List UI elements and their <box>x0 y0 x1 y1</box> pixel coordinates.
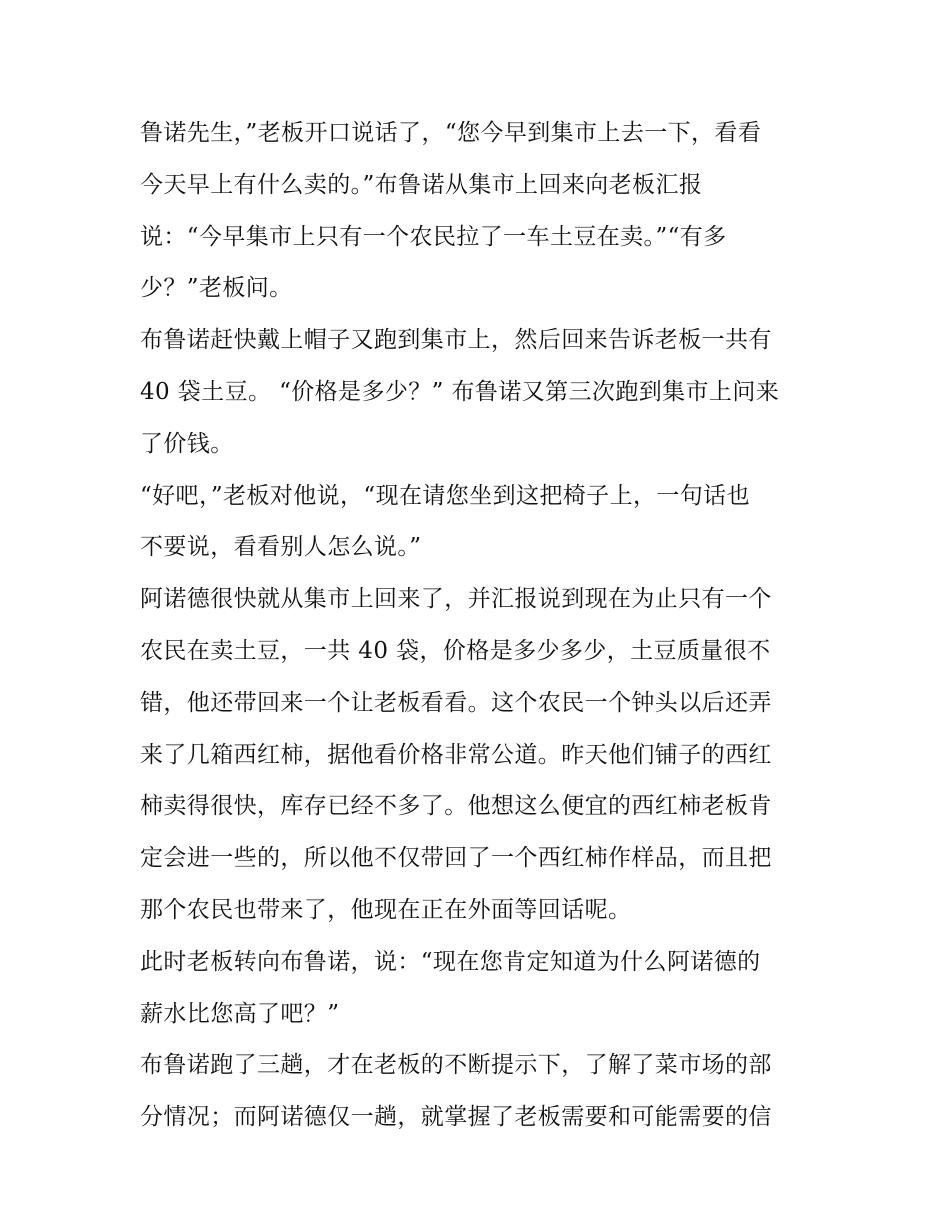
text-line: 定会进一些的，所以他不仅带回了一个西红柿作样品，而且把 <box>140 845 772 872</box>
text-line: 今天早上有什么卖的。”布鲁诺从集市上回来向老板汇报 <box>140 171 703 198</box>
document-body <box>140 108 820 1144</box>
text-line: 此时老板转向布鲁诺，说：“现在您肯定知道为什么阿诺德的 <box>140 948 761 975</box>
text-line: 少？”老板问。 <box>140 275 293 302</box>
text-line: 那个农民也带来了，他现在正在外面等回话呢。 <box>140 896 632 923</box>
text-line: “好吧，”老板对他说，“现在请您坐到这把椅子上，一句话也 <box>140 482 750 509</box>
text-line: 40 袋土豆。 “价格是多少？” 布鲁诺又第三次跑到集市上问来 <box>140 378 780 405</box>
text-line: 了价钱。 <box>140 430 234 457</box>
text-line: 鲁诺先生，”老板开口说话了，“您今早到集市上去一下，看看 <box>140 120 762 146</box>
text-line: 说：“今早集市上只有一个农民拉了一车土豆在卖。”“有多 <box>140 223 727 250</box>
text-line: 阿诺德很快就从集市上回来了，并汇报说到现在为止只有一个 <box>140 586 772 613</box>
text-line: 错，他还带回来一个让老板看看。这个农民一个钟头以后还弄 <box>140 689 772 716</box>
text-line: 薪水比您高了吧？” <box>140 1000 340 1027</box>
text-line: 不要说，看看别人怎么说。” <box>140 534 422 561</box>
text-line: 分情况；而阿诺德仅一趟，就掌握了老板需要和可能需要的信 <box>140 1104 772 1131</box>
text-line: 布鲁诺赶快戴上帽子又跑到集市上，然后回来告诉老板一共有 <box>140 327 772 354</box>
text-line: 来了几箱西红柿，据他看价格非常公道。昨天他们铺子的西红 <box>140 741 772 768</box>
text-line: 农民在卖土豆，一共 40 袋，价格是多少多少，土豆质量很不 <box>140 637 771 664</box>
text-line: 柿卖得很快，库存已经不多了。他想这么便宜的西红柿老板肯 <box>140 793 772 820</box>
text-line: 布鲁诺跑了三趟，才在老板的不断提示下，了解了菜市场的部 <box>140 1052 772 1079</box>
